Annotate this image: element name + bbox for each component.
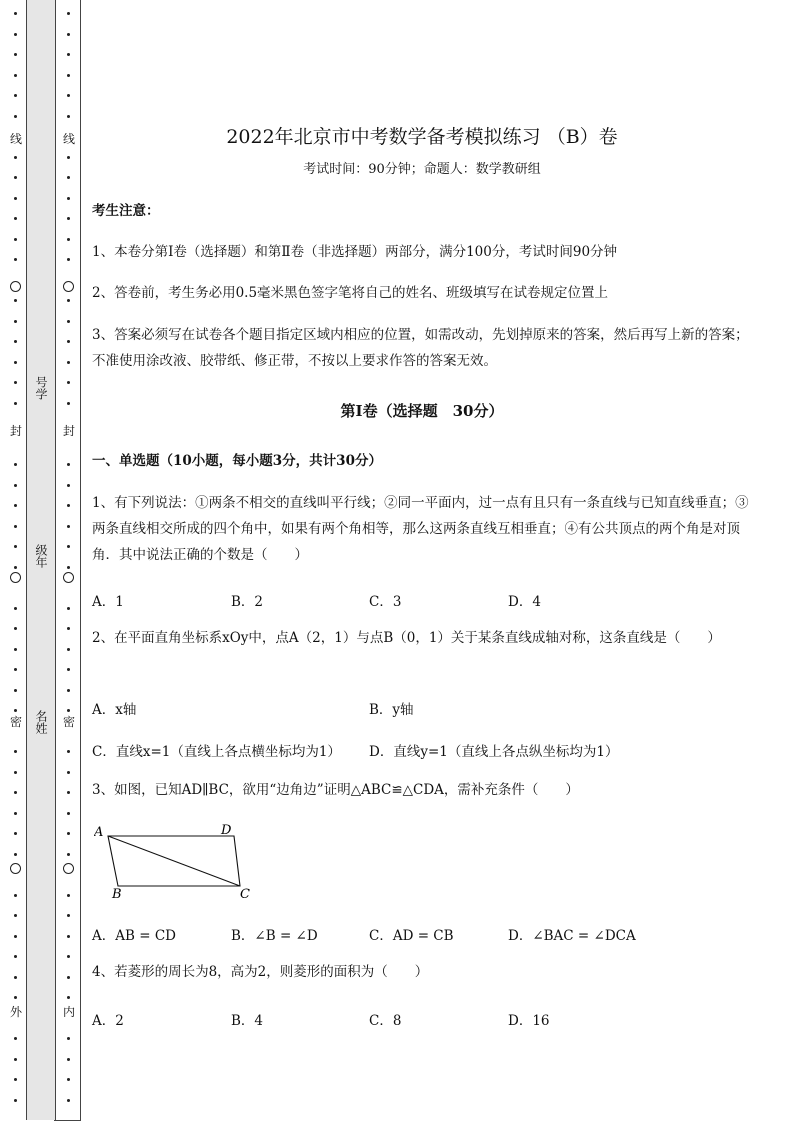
binding-circle: [63, 281, 74, 292]
binding-dot: [14, 74, 17, 77]
binding-dot: [67, 566, 70, 569]
q2-option-c[interactable]: C．直线x=1（直线上各点横坐标均为1）: [92, 744, 341, 760]
binding-circle: [63, 863, 74, 874]
notice-heading: 考生注意：: [92, 203, 160, 219]
binding-dot: [14, 258, 17, 261]
q2-option-d[interactable]: D．直线y=1（直线上各点纵坐标均为1）: [369, 744, 619, 760]
binding-dot: [67, 504, 70, 507]
binding-dot: [14, 955, 17, 958]
binding-dot: [14, 771, 17, 774]
binding-label: 外: [9, 1005, 22, 1019]
binding-dot: [67, 258, 70, 261]
binding-dot: [14, 812, 17, 815]
binding-dot: [14, 1037, 17, 1040]
binding-dot: [14, 94, 17, 97]
question-4-stem: 4、若菱形的周长为8，高为2，则菱形的面积为（ ）: [92, 964, 429, 980]
binding-dot: [14, 176, 17, 179]
binding-dot: [67, 689, 70, 692]
q1-option-d[interactable]: D．4: [508, 594, 541, 610]
q2-option-a[interactable]: A．x轴: [92, 702, 137, 718]
binding-dot: [14, 1099, 17, 1102]
binding-dot: [14, 648, 17, 651]
q3-option-c[interactable]: C．AD = CB: [369, 928, 454, 944]
q1-option-a[interactable]: A．1: [92, 594, 124, 610]
binding-label: 密: [62, 715, 75, 729]
binding-dot: [67, 771, 70, 774]
binding-dot: [14, 115, 17, 118]
binding-dot: [14, 402, 17, 405]
binding-dot: [67, 791, 70, 794]
binding-dot: [14, 381, 17, 384]
binding-dot: [14, 894, 17, 897]
binding-dot: [14, 504, 17, 507]
binding-dot: [67, 545, 70, 548]
binding-dot: [14, 238, 17, 241]
q2-option-b[interactable]: B．y轴: [369, 702, 414, 718]
binding-dot: [14, 566, 17, 569]
binding-dot: [14, 853, 17, 856]
field-class-label: 级年: [34, 544, 48, 568]
q4-option-a[interactable]: A．2: [92, 1013, 124, 1029]
binding-dot: [67, 361, 70, 364]
field-name-label: 名姓: [34, 710, 48, 734]
binding-dot: [14, 156, 17, 159]
binding-dot: [67, 812, 70, 815]
binding-dot: [67, 1037, 70, 1040]
binding-dot: [67, 1099, 70, 1102]
part-heading: 一、单选题（10小题，每小题3分，共计30分）: [92, 453, 382, 469]
binding-dot: [67, 12, 70, 15]
notice-item-2: 2、答卷前，考生务必用0.5毫米黑色签字笔将自己的姓名、班级填写在试卷规定位置上: [92, 285, 609, 301]
question-1-stem: 1、有下列说法：①两条不相交的直线叫平行线；②同一平面内，过一点有且只有一条直线与已知直线垂直；③两条直线相交所成的四个角中，如果有两个角相等，那么这两条直线互相垂直；④有公共顶点的两个角是对顶角．其中说法正确的个数是（ ）: [92, 495, 749, 563]
binding-dot: [14, 750, 17, 753]
exam-subtitle: 考试时间：90分钟；命题人：数学教研组: [303, 162, 541, 177]
binding-dot: [67, 914, 70, 917]
binding-dot: [67, 894, 70, 897]
binding-dot: [67, 53, 70, 56]
binding-dot: [14, 914, 17, 917]
binding-dot: [67, 976, 70, 979]
question-2-stem: 2、在平面直角坐标系xOy中，点A（2，1）与点B（0，1）关于某条直线成轴对称，这条直线是（ ）: [92, 630, 721, 646]
q3-option-b[interactable]: B．∠B = ∠D: [231, 928, 318, 944]
binding-label: 线: [62, 132, 75, 146]
binding-dot: [67, 709, 70, 712]
binding-dot: [14, 197, 17, 200]
binding-dot: [67, 402, 70, 405]
binding-dot: [14, 33, 17, 36]
binding-dot: [67, 217, 70, 220]
binding-dot: [14, 545, 17, 548]
binding-dot: [14, 996, 17, 999]
binding-dot: [14, 361, 17, 364]
binding-dot: [67, 74, 70, 77]
binding-dot: [14, 217, 17, 220]
binding-dot: [14, 340, 17, 343]
q4-option-c[interactable]: C．8: [369, 1013, 402, 1029]
binding-dot: [67, 484, 70, 487]
binding-dot: [67, 832, 70, 835]
binding-label: 内: [62, 1005, 75, 1019]
binding-label: 密: [9, 715, 22, 729]
inner-border: [54, 0, 81, 1121]
parallelogram-figure: [94, 820, 259, 904]
binding-dot: [67, 648, 70, 651]
binding-label: 线: [9, 132, 22, 146]
binding-dot: [67, 320, 70, 323]
binding-dot: [14, 607, 17, 610]
binding-dot: [14, 791, 17, 794]
vertex-c-label: C: [240, 887, 250, 902]
binding-dot: [67, 1058, 70, 1061]
vertex-a-label: A: [94, 825, 104, 840]
binding-label: 封: [9, 424, 22, 438]
binding-dot: [67, 853, 70, 856]
binding-dot: [67, 176, 70, 179]
vertex-b-label: B: [112, 887, 122, 902]
binding-dot: [67, 94, 70, 97]
binding-label: 封: [62, 424, 75, 438]
binding-dot: [67, 935, 70, 938]
binding-dot: [14, 53, 17, 56]
binding-field-column: [26, 0, 56, 1120]
binding-dot: [14, 976, 17, 979]
binding-dot: [67, 33, 70, 36]
binding-dot: [67, 627, 70, 630]
vertex-d-label: D: [221, 823, 232, 838]
binding-circle: [10, 281, 21, 292]
binding-dot: [67, 156, 70, 159]
binding-dot: [67, 238, 70, 241]
binding-dot: [14, 1078, 17, 1081]
binding-circle: [10, 572, 21, 583]
binding-dot: [67, 197, 70, 200]
binding-dot: [67, 299, 70, 302]
binding-dot: [67, 996, 70, 999]
binding-dot: [14, 935, 17, 938]
binding-dot: [67, 463, 70, 466]
q4-option-b[interactable]: B．4: [231, 1013, 264, 1029]
binding-dot: [67, 381, 70, 384]
binding-dot: [67, 115, 70, 118]
binding-dot: [14, 709, 17, 712]
binding-dot: [14, 299, 17, 302]
q3-option-d[interactable]: D．∠BAC = ∠DCA: [508, 928, 636, 944]
notice-item-3: 3、答案必须写在试卷各个题目指定区域内相应的位置，如需改动，先划掉原来的答案，然后再写上新的答案；不准使用涂改液、胶带纸、修正带，不按以上要求作答的答案无效。: [92, 327, 749, 369]
q3-option-a[interactable]: A．AB = CD: [92, 928, 176, 944]
binding-dot: [14, 668, 17, 671]
binding-dot: [14, 484, 17, 487]
binding-dot: [14, 627, 17, 630]
binding-dot: [14, 525, 17, 528]
q1-option-c[interactable]: C．3: [369, 594, 402, 610]
exam-title: 2022年北京市中考数学备考模拟练习 （B）卷: [226, 126, 618, 148]
binding-dot: [14, 463, 17, 466]
section-title: 第Ⅰ卷（选择题 30分）: [340, 402, 504, 420]
binding-dot: [14, 320, 17, 323]
binding-dot: [14, 12, 17, 15]
binding-dot: [67, 1078, 70, 1081]
binding-dot: [67, 525, 70, 528]
field-id-label: 号学: [34, 376, 48, 400]
binding-dot: [14, 832, 17, 835]
q4-option-d[interactable]: D．16: [508, 1013, 550, 1029]
binding-dot: [67, 607, 70, 610]
binding-dot: [67, 750, 70, 753]
question-3-stem: 3、如图，已知AD∥BC，欲用“边角边”证明△ABC≌△CDA，需补充条件（ ）: [92, 782, 579, 798]
notice-item-1: 1、本卷分第Ⅰ卷（选择题）和第Ⅱ卷（非选择题）两部分，满分100分，考试时间90分钟: [92, 244, 618, 260]
binding-circle: [63, 572, 74, 583]
binding-dot: [14, 689, 17, 692]
binding-dot: [67, 955, 70, 958]
binding-dot: [67, 340, 70, 343]
binding-dot: [14, 1058, 17, 1061]
binding-circle: [10, 863, 21, 874]
binding-dot: [67, 668, 70, 671]
q1-option-b[interactable]: B．2: [231, 594, 264, 610]
